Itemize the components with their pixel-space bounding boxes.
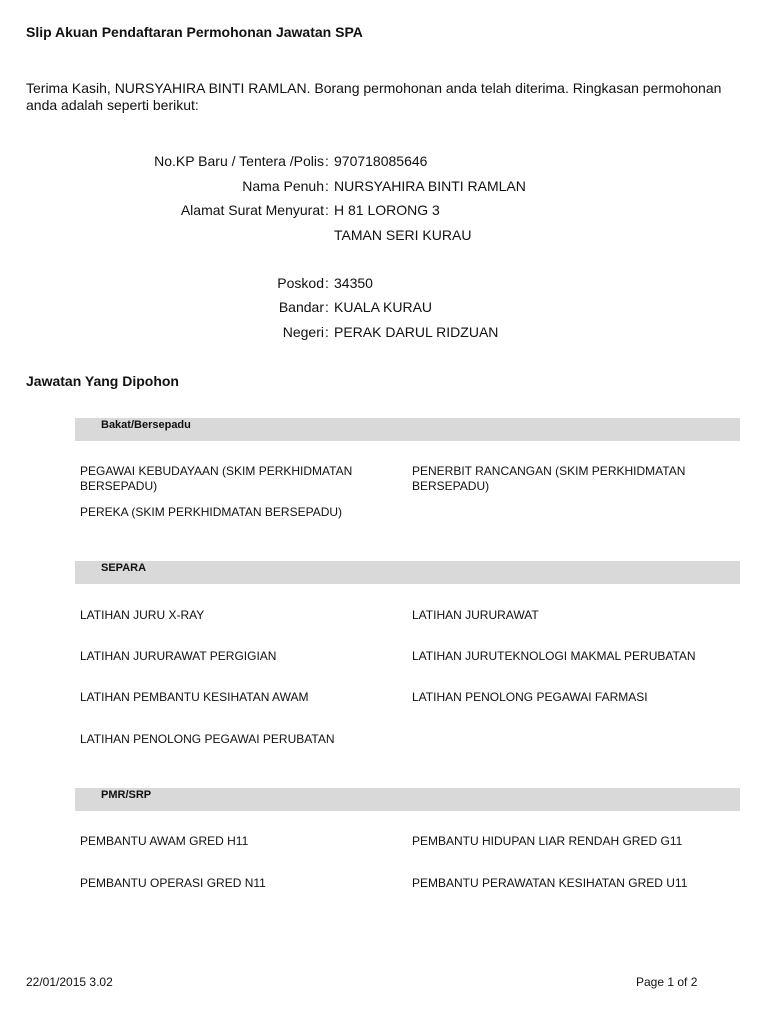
separator: :	[325, 178, 329, 194]
separator: :	[325, 275, 329, 291]
address-line-1: H 81 LORONG 3	[334, 202, 440, 218]
category-bar-pmr	[75, 788, 740, 811]
state-row	[0, 324, 768, 344]
postcode-row	[0, 275, 768, 295]
state-value: PERAK DARUL RIDZUAN	[334, 324, 499, 340]
category-bar-separa	[75, 561, 740, 584]
state-label: Negeri	[282, 324, 324, 340]
section-heading: Jawatan Yang Dipohon	[26, 373, 179, 389]
job-item: PEREKA (SKIM PERKHIDMATAN BERSEPADU)	[80, 505, 343, 519]
footer-datetime: 22/01/2015 3.02	[26, 975, 113, 989]
page-number: Page 1 of 2	[636, 975, 698, 989]
category-label: PMR/SRP	[101, 789, 152, 801]
job-item: LATIHAN PENOLONG PEGAWAI FARMASI	[412, 690, 648, 704]
ic-row	[0, 153, 768, 173]
address-row-2	[0, 227, 768, 247]
separator: :	[325, 202, 329, 218]
postcode-label: Poskod	[277, 275, 324, 291]
category-bar-bakat	[75, 418, 740, 441]
job-item: PEMBANTU AWAM GRED H11	[80, 834, 249, 848]
ic-value: 970718085646	[334, 153, 428, 169]
job-item: PEMBANTU PERAWATAN KESIHATAN GRED U11	[412, 876, 688, 890]
category-label: SEPARA	[101, 562, 147, 574]
name-label: Nama Penuh	[242, 178, 324, 194]
separator: :	[325, 324, 329, 340]
ic-label: No.KP Baru / Tentera /Polis	[154, 153, 324, 169]
city-row	[0, 299, 768, 319]
job-item: LATIHAN PEMBANTU KESIHATAN AWAM	[80, 690, 309, 704]
job-item: LATIHAN PENOLONG PEGAWAI PERUBATAN	[80, 732, 335, 746]
job-item: LATIHAN JURURAWAT PERGIGIAN	[80, 649, 277, 663]
address-line-2: TAMAN SERI KURAU	[334, 227, 472, 243]
separator: :	[325, 153, 329, 169]
job-item: PEGAWAI KEBUDAYAAN (SKIM PERKHIDMATAN BERSEPADU)	[80, 464, 353, 493]
name-value: NURSYAHIRA BINTI RAMLAN	[334, 178, 526, 194]
job-item: LATIHAN JURURAWAT	[412, 608, 539, 622]
postcode-value: 34350	[334, 275, 373, 291]
city-label: Bandar	[278, 299, 324, 315]
job-item: PENERBIT RANCANGAN (SKIM PERKHIDMATAN BERSEPADU)	[412, 464, 686, 493]
address-row	[0, 202, 768, 222]
address-label: Alamat Surat Menyurat	[180, 202, 324, 218]
job-item: LATIHAN JURU X-RAY	[80, 608, 205, 622]
job-item: PEMBANTU HIDUPAN LIAR RENDAH GRED G11	[412, 834, 683, 848]
separator: :	[325, 299, 329, 315]
name-row	[0, 178, 768, 198]
job-item: PEMBANTU OPERASI GRED N11	[80, 876, 266, 890]
page-title: Slip Akuan Pendaftaran Permohonan Jawatan SPA	[26, 24, 363, 40]
job-item: LATIHAN JURUTEKNOLOGI MAKMAL PERUBATAN	[412, 649, 696, 663]
category-label: Bakat/Bersepadu	[101, 419, 191, 431]
city-value: KUALA KURAU	[334, 299, 433, 315]
intro-text: Terima Kasih, NURSYAHIRA BINTI RAMLAN. Borang permohonan anda telah diterima. Ringkasan permohonan anda adalah seperti berikut:	[26, 80, 722, 113]
